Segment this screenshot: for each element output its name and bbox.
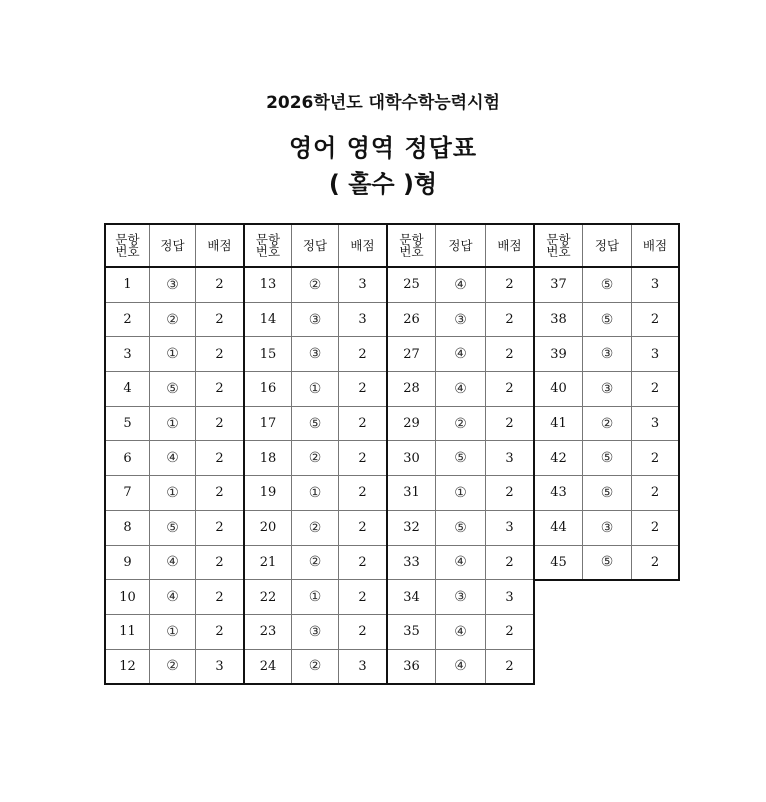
answer-cell: ④ — [436, 614, 486, 649]
answer-cell: ① — [150, 406, 196, 441]
column-header-points: 배점 — [486, 224, 535, 267]
header-number-line1: 문항 — [115, 231, 140, 247]
table-row — [534, 441, 679, 476]
question-number-cell: 44 — [534, 510, 583, 545]
column-header-number — [105, 224, 150, 267]
answer-cell: ⑤ — [436, 441, 486, 476]
answer-cell: ④ — [150, 441, 196, 476]
header-number-line1: 문항 — [546, 231, 571, 247]
points-cell: 2 — [339, 510, 388, 545]
points-cell: 2 — [632, 545, 680, 580]
question-number-cell: 34 — [387, 580, 436, 615]
answer-cell: ④ — [436, 649, 486, 684]
points-cell: 2 — [486, 545, 535, 580]
table-row — [105, 406, 244, 441]
points-cell: 3 — [339, 302, 388, 337]
points-cell: 2 — [486, 302, 535, 337]
answer-cell: ① — [292, 372, 339, 407]
points-cell: 2 — [339, 545, 388, 580]
points-cell: 2 — [196, 372, 245, 407]
answer-cell: ① — [292, 476, 339, 511]
question-number-cell: 23 — [244, 614, 292, 649]
table-row — [244, 302, 387, 337]
answer-cell: ⑤ — [583, 545, 632, 580]
points-cell: 3 — [486, 580, 535, 615]
table-row — [387, 337, 534, 372]
question-number-cell: 45 — [534, 545, 583, 580]
points-cell: 2 — [486, 406, 535, 441]
question-number-cell: 15 — [244, 337, 292, 372]
question-number-cell: 12 — [105, 649, 150, 684]
table-row — [387, 649, 534, 684]
points-cell: 2 — [196, 476, 245, 511]
answer-cell: ② — [292, 649, 339, 684]
points-cell: 2 — [339, 406, 388, 441]
points-cell: 2 — [196, 337, 245, 372]
answer-cell: ① — [436, 476, 486, 511]
table-row — [105, 649, 244, 684]
table-row — [534, 476, 679, 511]
answer-key-table — [104, 223, 680, 685]
table-row — [387, 372, 534, 407]
table-row — [534, 545, 679, 580]
column-header-answer: 정답 — [150, 224, 196, 267]
header-number-line2: 번호 — [115, 243, 140, 259]
question-number-cell: 21 — [244, 545, 292, 580]
table-row — [105, 614, 244, 649]
question-number-cell: 42 — [534, 441, 583, 476]
answer-cell: ② — [150, 302, 196, 337]
question-number-cell: 3 — [105, 337, 150, 372]
answer-group-3 — [386, 223, 535, 685]
question-number-cell: 43 — [534, 476, 583, 511]
answer-cell: ⑤ — [150, 510, 196, 545]
points-cell: 2 — [196, 580, 245, 615]
table-row — [387, 406, 534, 441]
answer-cell: ⑤ — [436, 510, 486, 545]
points-cell: 2 — [339, 476, 388, 511]
question-number-cell: 41 — [534, 406, 583, 441]
table-row — [244, 406, 387, 441]
points-cell: 2 — [339, 580, 388, 615]
question-number-cell: 13 — [244, 267, 292, 302]
form-type: ( 홀수 )형 — [328, 170, 438, 198]
question-number-cell: 4 — [105, 372, 150, 407]
points-cell: 2 — [632, 441, 680, 476]
question-number-cell: 8 — [105, 510, 150, 545]
answer-cell: ① — [150, 476, 196, 511]
question-number-cell: 14 — [244, 302, 292, 337]
question-number-cell: 7 — [105, 476, 150, 511]
answer-cell: ⑤ — [583, 476, 632, 511]
answer-cell: ⑤ — [292, 406, 339, 441]
points-cell: 3 — [339, 649, 388, 684]
answer-cell: ② — [583, 406, 632, 441]
question-number-cell: 24 — [244, 649, 292, 684]
answer-cell: ⑤ — [150, 372, 196, 407]
question-number-cell: 6 — [105, 441, 150, 476]
header-number-line2: 번호 — [546, 243, 571, 259]
points-cell: 3 — [632, 406, 680, 441]
table-row — [244, 649, 387, 684]
answer-cell: ③ — [583, 372, 632, 407]
answer-cell: ③ — [292, 337, 339, 372]
answer-cell: ② — [150, 649, 196, 684]
points-cell: 2 — [196, 614, 245, 649]
question-number-cell: 2 — [105, 302, 150, 337]
answer-cell: ④ — [150, 580, 196, 615]
table-row — [387, 510, 534, 545]
points-cell: 2 — [486, 372, 535, 407]
table-row — [387, 441, 534, 476]
table-row — [244, 441, 387, 476]
question-number-cell: 11 — [105, 614, 150, 649]
table-row — [387, 614, 534, 649]
header-row — [387, 224, 534, 267]
answer-cell: ② — [292, 545, 339, 580]
answer-cell: ③ — [150, 267, 196, 302]
column-header-points: 배점 — [339, 224, 388, 267]
points-cell: 2 — [339, 614, 388, 649]
question-number-cell: 38 — [534, 302, 583, 337]
table-row — [244, 267, 387, 302]
points-cell: 2 — [486, 614, 535, 649]
question-number-cell: 31 — [387, 476, 436, 511]
table-row — [534, 337, 679, 372]
points-cell: 2 — [339, 372, 388, 407]
points-cell: 2 — [339, 337, 388, 372]
header-number-line1: 문항 — [399, 231, 424, 247]
answer-cell: ② — [292, 441, 339, 476]
answer-cell: ③ — [436, 302, 486, 337]
table-row — [244, 337, 387, 372]
question-number-cell: 39 — [534, 337, 583, 372]
header-row — [534, 224, 679, 267]
answer-group-2 — [243, 223, 388, 685]
header-row — [244, 224, 387, 267]
points-cell: 2 — [196, 406, 245, 441]
column-header-number — [534, 224, 583, 267]
points-cell: 2 — [486, 649, 535, 684]
table-row — [387, 545, 534, 580]
answer-cell: ⑤ — [583, 441, 632, 476]
points-cell: 2 — [196, 545, 245, 580]
column-header-points: 배점 — [632, 224, 680, 267]
points-cell: 2 — [196, 267, 245, 302]
answer-cell: ③ — [436, 580, 486, 615]
exam-title: 2026학년도 대학수학능력시험 — [266, 93, 500, 113]
table-row — [244, 545, 387, 580]
table-row — [244, 614, 387, 649]
question-number-cell: 33 — [387, 545, 436, 580]
table-row — [105, 302, 244, 337]
points-cell: 2 — [486, 337, 535, 372]
table-row — [244, 580, 387, 615]
answer-group-4 — [533, 223, 680, 581]
points-cell: 2 — [196, 441, 245, 476]
question-number-cell: 9 — [105, 545, 150, 580]
question-number-cell: 27 — [387, 337, 436, 372]
header-number-line2: 번호 — [255, 243, 281, 259]
question-number-cell: 28 — [387, 372, 436, 407]
points-cell: 2 — [339, 441, 388, 476]
points-cell: 2 — [632, 476, 680, 511]
question-number-cell: 16 — [244, 372, 292, 407]
question-number-cell: 37 — [534, 267, 583, 302]
answer-cell: ③ — [583, 510, 632, 545]
answer-cell: ③ — [292, 614, 339, 649]
header-row — [105, 224, 244, 267]
table-row — [244, 476, 387, 511]
table-row — [105, 545, 244, 580]
question-number-cell: 20 — [244, 510, 292, 545]
answer-cell: ③ — [292, 302, 339, 337]
points-cell: 2 — [632, 510, 680, 545]
column-header-answer: 정답 — [436, 224, 486, 267]
points-cell: 2 — [486, 476, 535, 511]
question-number-cell: 17 — [244, 406, 292, 441]
points-cell: 2 — [196, 302, 245, 337]
answer-group-1 — [104, 223, 245, 685]
column-header-number — [387, 224, 436, 267]
question-number-cell: 25 — [387, 267, 436, 302]
table-row — [387, 476, 534, 511]
answer-cell: ② — [436, 406, 486, 441]
question-number-cell: 5 — [105, 406, 150, 441]
answer-cell: ① — [150, 337, 196, 372]
points-cell: 2 — [632, 372, 680, 407]
table-row — [534, 267, 679, 302]
question-number-cell: 40 — [534, 372, 583, 407]
table-row — [534, 372, 679, 407]
question-number-cell: 18 — [244, 441, 292, 476]
answer-cell: ④ — [150, 545, 196, 580]
table-row — [105, 267, 244, 302]
table-row — [534, 406, 679, 441]
answer-cell: ⑤ — [583, 267, 632, 302]
question-number-cell: 32 — [387, 510, 436, 545]
answer-cell: ④ — [436, 267, 486, 302]
column-header-answer: 정답 — [292, 224, 339, 267]
points-cell: 2 — [196, 510, 245, 545]
question-number-cell: 30 — [387, 441, 436, 476]
question-number-cell: 36 — [387, 649, 436, 684]
answer-cell: ④ — [436, 545, 486, 580]
answer-cell: ② — [292, 510, 339, 545]
question-number-cell: 29 — [387, 406, 436, 441]
points-cell: 3 — [486, 441, 535, 476]
answer-cell: ① — [292, 580, 339, 615]
points-cell: 3 — [632, 337, 680, 372]
question-number-cell: 35 — [387, 614, 436, 649]
table-row — [534, 302, 679, 337]
table-row — [244, 510, 387, 545]
points-cell: 3 — [486, 510, 535, 545]
question-number-cell: 1 — [105, 267, 150, 302]
table-row — [105, 441, 244, 476]
table-row — [387, 580, 534, 615]
points-cell: 3 — [339, 267, 388, 302]
header-number-line1: 문항 — [255, 231, 281, 247]
table-row — [387, 267, 534, 302]
table-row — [105, 337, 244, 372]
column-header-answer: 정답 — [583, 224, 632, 267]
points-cell: 3 — [632, 267, 680, 302]
table-row — [105, 510, 244, 545]
header-number-line2: 번호 — [399, 243, 424, 259]
answer-cell: ⑤ — [583, 302, 632, 337]
table-row — [105, 580, 244, 615]
question-number-cell: 10 — [105, 580, 150, 615]
table-row — [244, 372, 387, 407]
answer-cell: ④ — [436, 372, 486, 407]
answer-cell: ① — [150, 614, 196, 649]
answer-cell: ④ — [436, 337, 486, 372]
points-cell: 2 — [486, 267, 535, 302]
table-row — [105, 372, 244, 407]
question-number-cell: 19 — [244, 476, 292, 511]
table-row — [387, 302, 534, 337]
question-number-cell: 26 — [387, 302, 436, 337]
subject-title: 영어 영역 정답표 — [289, 134, 477, 162]
table-row — [534, 510, 679, 545]
table-row — [105, 476, 244, 511]
answer-cell: ② — [292, 267, 339, 302]
points-cell: 3 — [196, 649, 245, 684]
column-header-number — [244, 224, 292, 267]
answer-cell: ③ — [583, 337, 632, 372]
question-number-cell: 22 — [244, 580, 292, 615]
points-cell: 2 — [632, 302, 680, 337]
column-header-points: 배점 — [196, 224, 245, 267]
